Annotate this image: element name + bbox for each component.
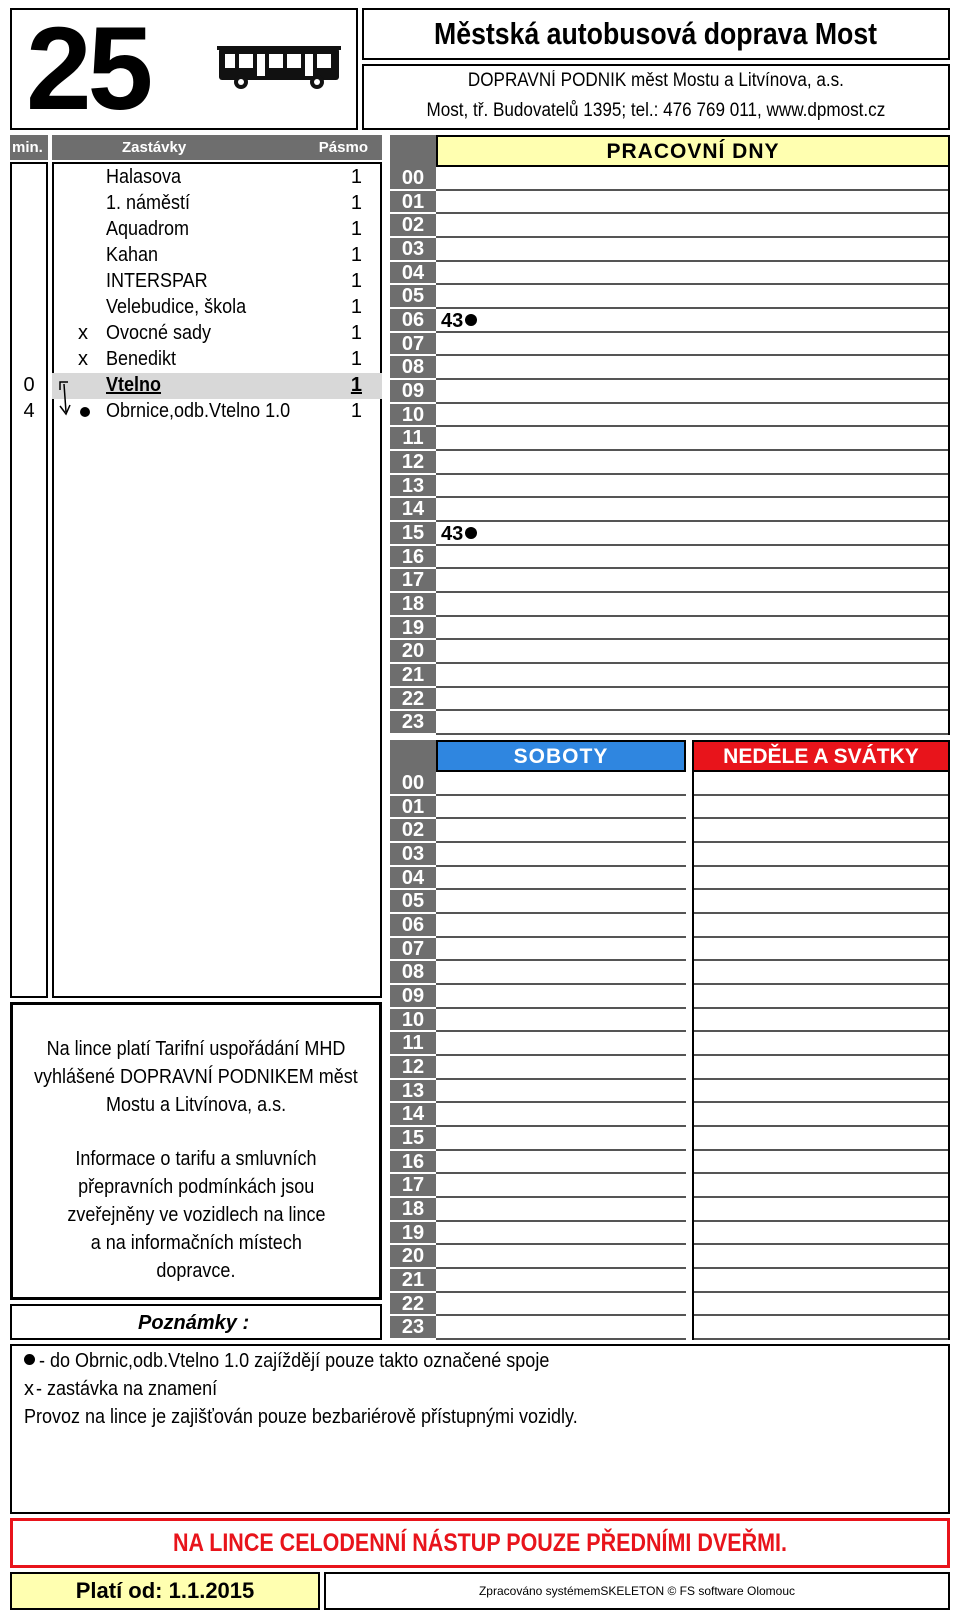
hour-row [436,333,948,357]
hour-label: 15 [390,1127,436,1151]
credit-text: Zpracováno systémemSKELETON © FS software Olomouc [324,1572,950,1610]
hour-row [436,262,948,286]
hour-row [694,867,948,891]
hour-row [436,522,948,546]
stops-label: Zastávky [122,139,187,156]
stop-zone: 1 [350,374,362,396]
hour-row [694,1080,948,1104]
hour-row [694,1293,948,1317]
hour-row [436,569,948,593]
hour-label: 13 [390,1080,436,1104]
hour-label: 00 [390,167,436,191]
hour-row [436,498,948,522]
legend-dot-text: - do Obrnic,odb.Vtelno 1.0 zajíždějí pouze takto označené spoje [39,1350,550,1372]
stop-zone: 1 [350,192,362,214]
hour-label: 12 [390,1056,436,1080]
hour-label: 17 [390,1174,436,1198]
hour-row [436,380,948,404]
stop-name: Halasova [106,166,182,188]
request-stop-marker: x [78,322,88,344]
stop-row [52,347,382,373]
tariff-text: Informace o tarifu a smluvních [75,1148,317,1170]
hour-row [436,451,948,475]
hour-row [436,1080,686,1104]
line-number-box [10,3,358,135]
weekday-grid [436,167,950,735]
hour-row [694,1222,948,1246]
company-title: Městská autobusová doprava Most [362,8,950,60]
stop-row [52,191,382,217]
stop-name: Vtelno [106,374,162,396]
hour-label: 08 [390,356,436,380]
stop-row [52,269,382,295]
hour-label: 23 [390,711,436,735]
hour-row [436,285,948,309]
hour-row [436,985,686,1009]
dot-marker-icon [80,407,90,417]
hour-label: 18 [390,1198,436,1222]
tariff-text: přepravních podmínkách jsou [77,1176,315,1198]
weekday-hours [390,167,436,735]
hour-row [436,961,686,985]
hour-label: 01 [390,191,436,215]
boarding-warning: NA LINCE CELODENNÍ NÁSTUP POUZE PŘEDNÍMI DVEŘMI. [10,1518,950,1568]
weekday-hours-head [390,135,436,167]
stop-zone: 1 [350,322,362,344]
operator-name: DOPRAVNÍ PODNIK měst Mostu a Litvínova, a.s. [467,70,845,91]
stop-name: Kahan [106,244,159,266]
hour-row [694,1103,948,1127]
valid-from: Platí od: 1.1.2015 [10,1572,320,1610]
hour-row [694,938,948,962]
saturday-title: SOBOTY [436,740,686,772]
hour-row [436,238,948,262]
stop-zone: 1 [350,270,362,292]
hour-label: 09 [390,380,436,404]
departure [441,310,477,333]
stop-zone: 1 [350,244,362,266]
request-stop-marker: x [78,348,88,370]
stop-zone: 1 [350,400,362,422]
hour-label: 11 [390,427,436,451]
hour-row [436,890,686,914]
accessibility-text: Provoz na lince je zajišťován pouze bezbariérově přístupnými vozidly. [24,1406,578,1428]
tariff-text: dopravce. [156,1260,236,1282]
hour-row [694,1316,948,1340]
legend-x [24,1378,237,1401]
hour-row [436,914,686,938]
hour-label: 11 [390,1032,436,1056]
tariff-text: a na informačních místech [90,1232,302,1254]
hour-row [436,1103,686,1127]
legend-dot [24,1350,606,1373]
stop-zone: 1 [350,296,362,318]
minutes-column [10,162,48,998]
hour-label: 03 [390,238,436,262]
hour-row [436,640,948,664]
stops-header [52,135,382,160]
hour-label: 20 [390,1245,436,1269]
hour-row [436,1269,686,1293]
route-arrow-icon [56,378,78,418]
hour-row [436,1151,686,1175]
stop-row [52,399,382,425]
hour-row [436,1056,686,1080]
dot-marker-icon [465,314,477,326]
stop-zone: 1 [350,218,362,240]
hour-row [436,796,686,820]
legend-accessibility [24,1406,639,1429]
hour-row [436,1174,686,1198]
hour-row [436,938,686,962]
hour-row [436,593,948,617]
hour-row [436,1222,686,1246]
hour-row [436,843,686,867]
hour-row [436,1032,686,1056]
hour-row [694,890,948,914]
hour-row [694,1174,948,1198]
hour-label: 16 [390,546,436,570]
stop-name: Aquadrom [106,218,190,240]
hour-row [436,819,686,843]
hour-row [436,167,948,191]
zone-label: Pásmo [318,139,368,156]
stop-name: INTERSPAR [106,270,208,292]
weekend-hours [390,772,436,1340]
hour-row [436,191,948,215]
line-number: 25 [26,3,150,135]
hour-label: 22 [390,688,436,712]
stop-minute: 4 [23,400,35,422]
hour-row [436,688,948,712]
hour-label: 00 [390,772,436,796]
hour-row [694,985,948,1009]
hour-row [694,1032,948,1056]
hour-row [436,309,948,333]
hour-row [694,819,948,843]
sunday-title: NEDĚLE A SVÁTKY [692,740,950,772]
hour-label: 19 [390,1222,436,1246]
hour-row [694,1127,948,1151]
hour-row [436,1245,686,1269]
hour-label: 14 [390,1103,436,1127]
legend-box [10,1344,950,1514]
stop-row [52,243,382,269]
hour-row [694,914,948,938]
hour-label: 21 [390,664,436,688]
tariff-text: Na lince platí Tarifní uspořádání MHD [46,1038,346,1060]
hour-label: 06 [390,914,436,938]
hour-row [436,214,948,238]
hour-label: 19 [390,617,436,641]
weekend-hours-head [390,740,436,772]
stop-row [52,373,382,399]
stop-name: Benedikt [106,348,177,370]
hour-label: 18 [390,593,436,617]
hour-row [436,1198,686,1222]
hour-row [436,404,948,428]
operator-info [362,64,950,130]
min-header: min. [10,135,48,160]
tariff-info-box [10,1002,382,1300]
hour-label: 02 [390,214,436,238]
hour-row [694,1009,948,1033]
tariff-text: zveřejněny ve vozidlech na lince [66,1204,326,1226]
hour-label: 10 [390,404,436,428]
hour-label: 23 [390,1316,436,1340]
hour-row [436,664,948,688]
dot-marker-icon [24,1354,35,1365]
hour-row [694,961,948,985]
departure [441,523,477,546]
hour-row [436,546,948,570]
tariff-text: Mostu a Litvínova, a.s. [105,1094,287,1116]
hour-row [436,617,948,641]
hour-label: 14 [390,498,436,522]
stop-minute: 0 [23,374,35,396]
hour-row [436,427,948,451]
hour-row [694,1245,948,1269]
hour-label: 09 [390,985,436,1009]
hour-label: 13 [390,475,436,499]
hour-row [694,1198,948,1222]
operator-address: Most, tř. Budovatelů 1395; tel.: 476 769 011, www.dpmost.cz [426,100,886,121]
tariff-text: vyhlášené DOPRAVNÍ PODNIKEM měst [34,1066,358,1088]
hour-label: 07 [390,333,436,357]
departure-minute: 43 [441,310,464,332]
hour-row [436,1316,686,1340]
stop-row [52,165,382,191]
hour-label: 17 [390,569,436,593]
hour-row [436,867,686,891]
hour-label: 05 [390,890,436,914]
hour-label: 08 [390,961,436,985]
stop-row [52,321,382,347]
hour-row [694,1269,948,1293]
weekday-title: PRACOVNÍ DNY [436,135,950,167]
hour-label: 05 [390,285,436,309]
hour-label: 04 [390,262,436,286]
hour-label: 01 [390,796,436,820]
hour-label: 04 [390,867,436,891]
hour-label: 15 [390,522,436,546]
hour-row [694,772,948,796]
hour-row [436,1009,686,1033]
hour-row [436,1293,686,1317]
hour-label: 21 [390,1269,436,1293]
hour-row [694,1151,948,1175]
hour-label: 03 [390,843,436,867]
stop-row [52,217,382,243]
hour-row [436,772,686,796]
stop-zone: 1 [350,348,362,370]
stop-zone: 1 [350,166,362,188]
hour-label: 22 [390,1293,436,1317]
hour-row [436,356,948,380]
hour-row [694,1056,948,1080]
hour-row [436,1127,686,1151]
hour-label: 06 [390,309,436,333]
hour-row [436,711,948,735]
sunday-grid [692,772,950,1340]
stop-name: Ovocné sady [106,322,212,344]
departure-minute: 43 [441,523,464,545]
hour-label: 10 [390,1009,436,1033]
hour-label: 12 [390,451,436,475]
hour-row [694,796,948,820]
hour-label: 16 [390,1151,436,1175]
stop-name: 1. náměstí [106,192,191,214]
hour-row [694,843,948,867]
stop-name: Obrnice,odb.Vtelno 1.0 [106,400,291,422]
stop-name: Velebudice, škola [106,296,247,318]
stop-row [52,295,382,321]
hour-label: 20 [390,640,436,664]
dot-marker-icon [465,527,477,539]
saturday-grid [436,772,686,1340]
x-marker: x [24,1378,34,1400]
hour-label: 02 [390,819,436,843]
hour-row [436,475,948,499]
legend-x-text: - zastávka na znamení [36,1378,218,1400]
bus-icon [217,44,343,90]
notes-label: Poznámky : [10,1304,382,1340]
hour-label: 07 [390,938,436,962]
